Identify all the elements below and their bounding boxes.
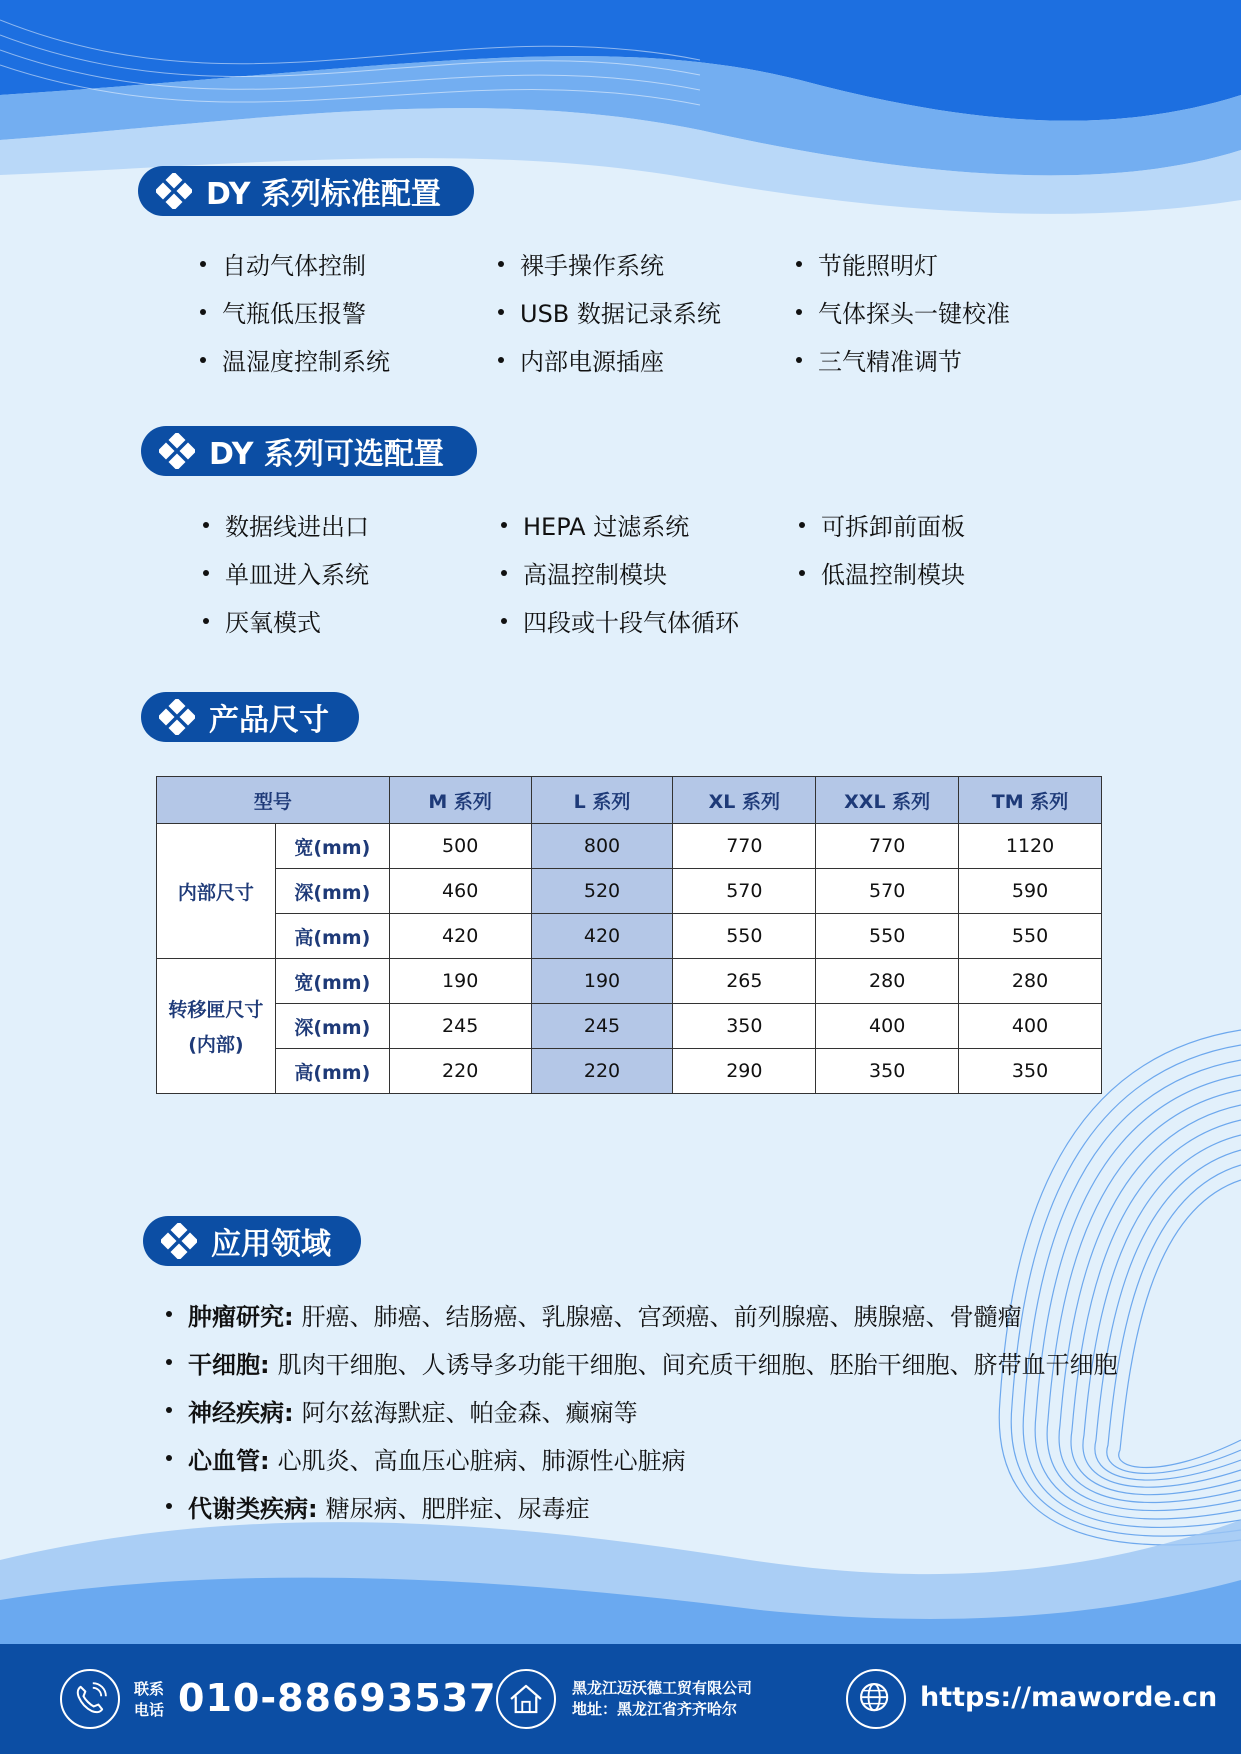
application-text: 阿尔兹海默症、帕金森、癫痫等 bbox=[301, 1398, 638, 1427]
row-label: 高(mm) bbox=[275, 1049, 389, 1094]
table-cell: 350 bbox=[673, 1004, 816, 1049]
list-item: 自动气体控制 bbox=[200, 248, 498, 279]
list-item: 可拆卸前面板 bbox=[799, 509, 1097, 540]
list-item: 四段或十段气体循环 bbox=[501, 605, 799, 636]
table-row bbox=[157, 914, 1102, 959]
table-row bbox=[157, 1049, 1102, 1094]
list-item: 节能照明灯 bbox=[796, 248, 1094, 279]
company-info bbox=[572, 1678, 752, 1720]
group-label-line: 转移匣尺寸 bbox=[168, 999, 264, 1021]
group-label-transfer bbox=[157, 959, 276, 1094]
header-cell: 型号 bbox=[157, 777, 390, 824]
application-text: 肝癌、肺癌、结肠癌、乳腺癌、宫颈癌、前列腺癌、胰腺癌、骨髓瘤 bbox=[301, 1302, 1022, 1331]
table-cell: 550 bbox=[816, 914, 959, 959]
application-text: 糖尿病、肥胖症、尿毒症 bbox=[325, 1494, 590, 1523]
header-cell: TM 系列 bbox=[959, 777, 1102, 824]
contact-label bbox=[134, 1679, 164, 1721]
house-icon bbox=[496, 1669, 556, 1729]
website-link[interactable]: https://maworde.cn bbox=[920, 1682, 1218, 1713]
list-item bbox=[166, 1298, 1118, 1330]
table-cell: 550 bbox=[959, 914, 1102, 959]
section-title-text: 应用领域 bbox=[211, 1227, 331, 1262]
table-cell: 570 bbox=[816, 869, 959, 914]
application-label: 神经疾病: bbox=[188, 1398, 294, 1427]
row-label: 深(mm) bbox=[275, 869, 389, 914]
group-label-internal: 内部尺寸 bbox=[157, 824, 276, 959]
list-item: 内部电源插座 bbox=[498, 344, 796, 375]
list-item: 三气精准调节 bbox=[796, 344, 1094, 375]
list-item: USB 数据记录系统 bbox=[498, 296, 796, 327]
table-cell: 400 bbox=[959, 1004, 1102, 1049]
row-label: 宽(mm) bbox=[275, 959, 389, 1004]
diamond-icon bbox=[156, 173, 192, 209]
table-header-row bbox=[157, 777, 1102, 824]
header-cell: M 系列 bbox=[389, 777, 531, 824]
table-cell: 190 bbox=[531, 959, 673, 1004]
diamond-icon bbox=[159, 433, 195, 469]
group-label-line: (内部) bbox=[188, 1034, 244, 1056]
product-size-title bbox=[141, 692, 359, 742]
list-item: 厌氧模式 bbox=[203, 605, 501, 636]
optional-config-title bbox=[141, 426, 477, 476]
table-cell: 770 bbox=[673, 824, 816, 869]
section-title-text: DY 系列可选配置 bbox=[209, 437, 444, 472]
header-cell: L 系列 bbox=[531, 777, 673, 824]
header-cell: XXL 系列 bbox=[816, 777, 959, 824]
applications-list bbox=[166, 1298, 1118, 1538]
application-label: 干细胞: bbox=[188, 1350, 270, 1379]
size-table bbox=[156, 776, 1102, 1094]
list-item bbox=[166, 1346, 1118, 1378]
list-item bbox=[166, 1490, 1118, 1522]
table-cell: 280 bbox=[816, 959, 959, 1004]
table-cell: 245 bbox=[389, 1004, 531, 1049]
row-label: 高(mm) bbox=[275, 914, 389, 959]
application-label: 心血管: bbox=[188, 1446, 270, 1475]
table-cell: 220 bbox=[389, 1049, 531, 1094]
list-item: 温湿度控制系统 bbox=[200, 344, 498, 375]
table-cell: 350 bbox=[959, 1049, 1102, 1094]
table-cell: 220 bbox=[531, 1049, 673, 1094]
optional-config-list bbox=[203, 509, 1097, 636]
list-item: HEPA 过滤系统 bbox=[501, 509, 799, 540]
standard-config-list bbox=[200, 248, 1094, 375]
table-cell: 520 bbox=[531, 869, 673, 914]
application-text: 心肌炎、高血压心脏病、肺源性心脏病 bbox=[277, 1446, 686, 1475]
table-cell: 460 bbox=[389, 869, 531, 914]
table-cell: 290 bbox=[673, 1049, 816, 1094]
standard-config-title bbox=[138, 166, 474, 216]
phone-number[interactable]: 010-88693537 bbox=[178, 1676, 497, 1720]
company-name: 黑龙江迈沃德工贸有限公司 bbox=[572, 1679, 753, 1697]
table-cell: 500 bbox=[389, 824, 531, 869]
table-cell: 800 bbox=[531, 824, 673, 869]
table-cell: 400 bbox=[816, 1004, 959, 1049]
table-cell: 265 bbox=[673, 959, 816, 1004]
contact-label-line: 联系 bbox=[134, 1680, 165, 1698]
table-cell: 420 bbox=[389, 914, 531, 959]
table-cell: 190 bbox=[389, 959, 531, 1004]
table-row bbox=[157, 959, 1102, 1004]
table-row bbox=[157, 824, 1102, 869]
header-cell: XL 系列 bbox=[673, 777, 816, 824]
application-label: 代谢类疾病: bbox=[188, 1494, 318, 1523]
company-address: 地址：黑龙江省齐齐哈尔 bbox=[572, 1700, 738, 1718]
table-cell: 590 bbox=[959, 869, 1102, 914]
list-item bbox=[166, 1442, 1118, 1474]
list-item: 裸手操作系统 bbox=[498, 248, 796, 279]
table-cell: 570 bbox=[673, 869, 816, 914]
application-label: 肿瘤研究: bbox=[188, 1302, 294, 1331]
table-cell: 280 bbox=[959, 959, 1102, 1004]
list-item: 低温控制模块 bbox=[799, 557, 1097, 588]
table-cell: 1120 bbox=[959, 824, 1102, 869]
list-item: 高温控制模块 bbox=[501, 557, 799, 588]
row-label: 宽(mm) bbox=[275, 824, 389, 869]
list-item: 单皿进入系统 bbox=[203, 557, 501, 588]
list-item: 数据线进出口 bbox=[203, 509, 501, 540]
applications-title bbox=[143, 1216, 361, 1266]
diamond-icon bbox=[161, 1223, 197, 1259]
table-row bbox=[157, 869, 1102, 914]
list-item: 气瓶低压报警 bbox=[200, 296, 498, 327]
list-item: 气体探头一键校准 bbox=[796, 296, 1094, 327]
phone-icon bbox=[60, 1669, 120, 1729]
contact-label-line: 电话 bbox=[134, 1701, 165, 1719]
section-title-text: 产品尺寸 bbox=[209, 703, 329, 738]
footer bbox=[0, 1644, 1241, 1754]
globe-icon bbox=[846, 1669, 906, 1729]
row-label: 深(mm) bbox=[275, 1004, 389, 1049]
table-cell: 770 bbox=[816, 824, 959, 869]
application-text: 肌肉干细胞、人诱导多功能干细胞、间充质干细胞、胚胎干细胞、脐带血干细胞 bbox=[277, 1350, 1118, 1379]
table-cell: 350 bbox=[816, 1049, 959, 1094]
section-title-text: DY 系列标准配置 bbox=[206, 177, 441, 212]
table-cell: 550 bbox=[673, 914, 816, 959]
diamond-icon bbox=[159, 699, 195, 735]
table-cell: 245 bbox=[531, 1004, 673, 1049]
table-row bbox=[157, 1004, 1102, 1049]
table-cell: 420 bbox=[531, 914, 673, 959]
list-item bbox=[166, 1394, 1118, 1426]
